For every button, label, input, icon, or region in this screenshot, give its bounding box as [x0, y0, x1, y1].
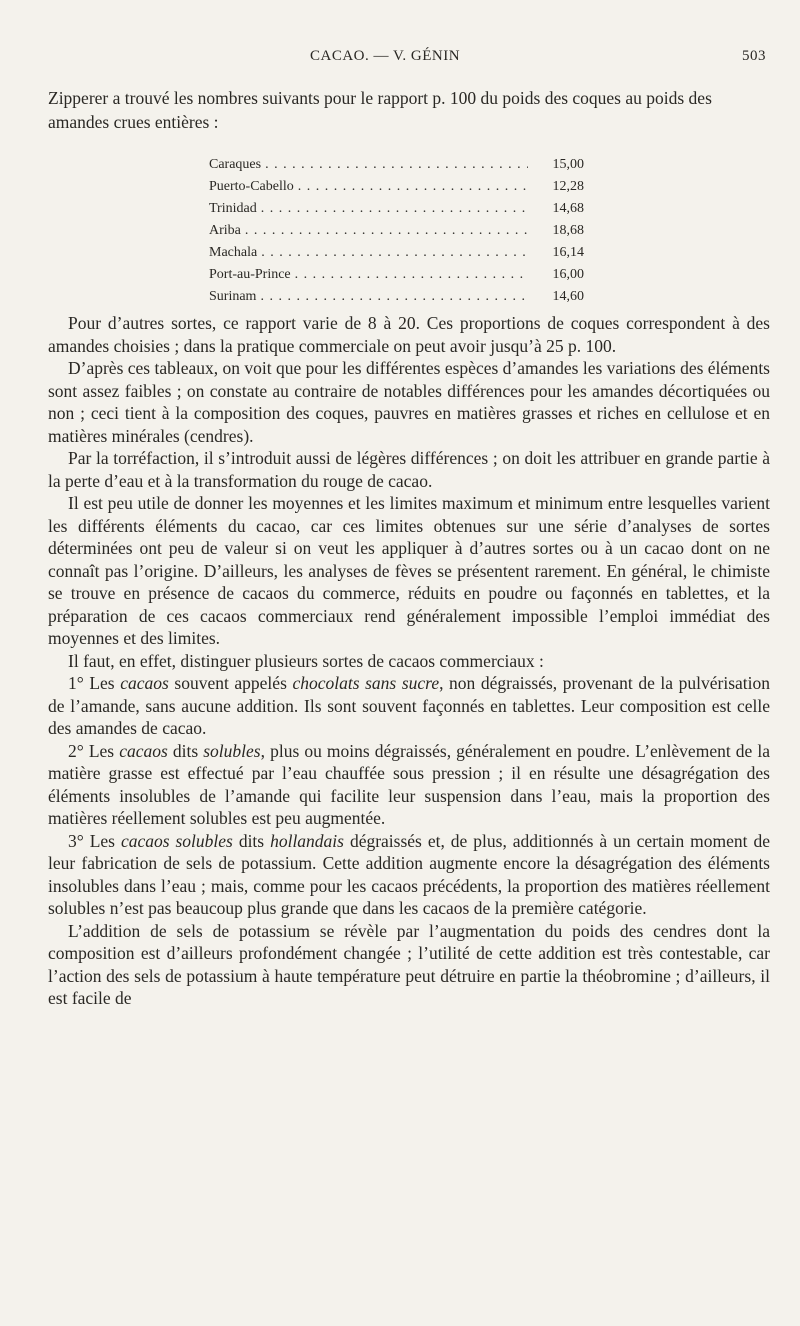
- paragraph: [48, 672, 770, 740]
- dot-leader: [245, 220, 528, 242]
- paragraph: L’addition de sels de potassium se révèle par l’augmentation du poids des cendres dont la composition est d’ailleurs profondément changée ; l’utilité de cette addition est très contestable, car l’action des sels de potassium à haute température peut détruire en partie la théobromine ; d’ailleurs, il est facile de: [48, 920, 770, 1008]
- row-label: Port-au-Prince: [209, 267, 291, 282]
- dot-leader: [265, 154, 528, 176]
- text-run: 3° Les: [68, 830, 121, 851]
- table-row: [209, 154, 584, 176]
- italic-term: cacaos solubles: [120, 830, 233, 851]
- italic-term: solubles: [203, 740, 261, 761]
- dot-leader: [260, 286, 528, 308]
- paragraph: Pour d’autres sortes, ce rapport varie de 8 à 20. Ces proportions de coques correspondent à des amandes choisies ; dans la pratique commerciale on peut avoir jusqu’à 25 p. 100.: [48, 313, 770, 356]
- paragraph: Il est peu utile de donner les moyennes et les limites maximum et minimum entre lesquelles varient les différents éléments du cacao, car ces limites obtenues sur une série d’analyses de sortes déterminées ont peu de valeur si on veut les appliquer à d’autres sortes ou à un cacao dont on ne connaît pas l’origine. D’ailleurs, les analyses de fèves se présentent rarement. En général, le chimiste se trouve en présence de cacaos du commerce, réduits en poudre ou façonnés en tablettes, et la préparation de ces cacaos commerciaux rend généralement impossible l’emploi immédiat des moyennes et des limites.: [48, 493, 770, 648]
- row-value: 14,60: [552, 289, 584, 304]
- table-row: [209, 176, 584, 198]
- text-run: dits: [167, 740, 204, 761]
- paragraph: [48, 740, 770, 830]
- row-label: Surinam: [209, 289, 257, 304]
- table-row: [209, 264, 584, 286]
- text-run: dégraissés et, de plus, additionnés à un certain moment de leur fabrication de sels de potassium. Cette addition augmente encore la désagrégation des éléments insolubles dans l’eau ; mais, comme pour les cacaos précédents, la proportion des matières réellement solubles n’est pas beaucoup plus grande que dans les cacaos de la première catégorie.: [48, 830, 770, 918]
- text-run: 2° Les: [68, 740, 120, 761]
- text-run: souvent appelés: [168, 673, 293, 693]
- dot-leader: [295, 264, 528, 286]
- paragraph: Par la torréfaction, il s’introduit aussi de légères différences ; on doit les attribuer en grande partie à la perte d’eau et à la transformation du rouge de cacao.: [48, 448, 770, 491]
- row-value: 12,28: [552, 179, 584, 194]
- row-value: 16,14: [552, 245, 584, 260]
- table-row: [209, 198, 584, 220]
- paragraph: [48, 830, 770, 920]
- table-row: [209, 242, 584, 264]
- row-label: Machala: [209, 245, 258, 260]
- italic-term: hollandais: [270, 830, 344, 851]
- table-row: [209, 220, 584, 242]
- dot-leader: [261, 198, 528, 220]
- italic-term: cacaos: [119, 740, 168, 761]
- paragraph: D’après ces tableaux, on voit que pour les différentes espèces d’amandes les variations des éléments sont assez faibles ; on constate au contraire de notables différences pour les amandes décortiquées ou non ; ceci tient à la composition des coques, pauvres en matières grasses et riches en cellulose et en matières minérales (cendres).: [48, 358, 770, 446]
- text-run: , plus ou moins dégraissés, généralement en poudre. L’enlèvement de la matière grasse est effectué par l’eau chauffée sous pression ; il en résulte une désagrégation des éléments insolubles de l’amande qui facilite leur suspension dans l’eau, mais la proportion des matières réellement solubles est peu augmentée.: [48, 740, 770, 828]
- running-header: [0, 48, 800, 72]
- row-value: 18,68: [552, 223, 584, 238]
- italic-term: cacaos: [120, 673, 169, 693]
- row-label: Trinidad: [209, 201, 257, 216]
- text-run: 1° Les: [68, 673, 121, 693]
- ratio-table: [209, 154, 584, 308]
- row-value: 15,00: [552, 157, 584, 172]
- table-row: [209, 286, 584, 308]
- page-number: 503: [742, 48, 766, 64]
- row-label: Caraques: [209, 157, 262, 172]
- body-text: [48, 312, 770, 1010]
- dot-leader: [298, 176, 528, 198]
- row-value: 16,00: [552, 267, 584, 282]
- text-run: dits: [232, 830, 271, 851]
- row-label: Ariba: [209, 223, 241, 238]
- running-title: CACAO. — V. GÉNIN: [310, 48, 461, 64]
- italic-term: chocolats sans sucre: [292, 673, 440, 693]
- row-label: Puerto-Cabello: [209, 179, 294, 194]
- row-value: 14,68: [552, 201, 584, 216]
- paragraph: Il faut, en effet, distinguer plusieurs sortes de cacaos commerciaux :: [68, 650, 544, 671]
- intro-paragraph: Zipperer a trouvé les nombres suivants pour le rapport p. 100 du poids des coques au poids des amandes crues entières :: [48, 88, 712, 132]
- text-run: , non dégraissés, provenant de la pulvérisation de l’amande, sans aucune addition. Ils sont souvent façonnés en tablettes. Leur composition est celle des amandes de cacao.: [48, 673, 771, 738]
- dot-leader: [261, 242, 528, 264]
